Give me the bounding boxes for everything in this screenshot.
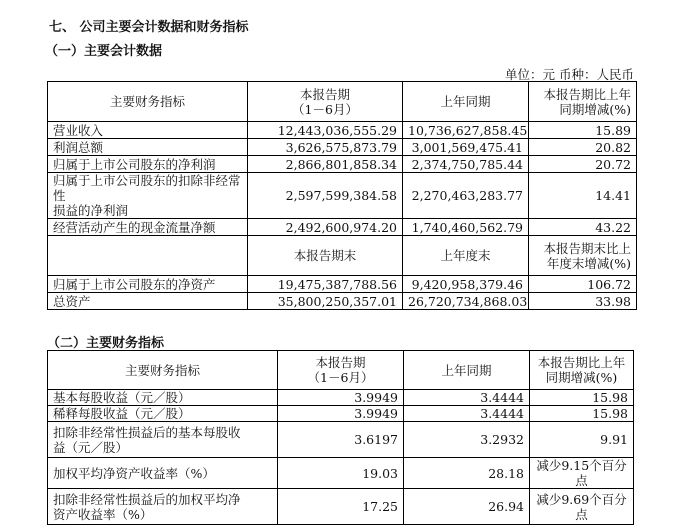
header-current-period bbox=[248, 82, 403, 122]
header-change bbox=[530, 351, 634, 390]
row-current: 19,475,387,788.56 bbox=[248, 276, 403, 293]
row-item bbox=[48, 173, 248, 219]
accounting-data-table bbox=[47, 81, 637, 310]
table-row bbox=[48, 156, 637, 173]
header-current-line2: （1－6月） bbox=[307, 370, 374, 385]
row-prior: 28.18 bbox=[404, 458, 530, 489]
row-item-line2: 损益的净利润 bbox=[53, 203, 129, 218]
row-change: 减少9.69个百分点 bbox=[530, 489, 634, 525]
header-item: 主要财务指标 bbox=[48, 82, 248, 122]
row-prior: 1,740,460,562.79 bbox=[403, 219, 529, 236]
subsection-title-accounting-data: （一）主要会计数据 bbox=[45, 44, 163, 59]
row-current: 19.03 bbox=[278, 458, 404, 489]
header-current-line1: 本报告期 bbox=[299, 86, 350, 102]
row-item bbox=[48, 422, 278, 458]
table-row bbox=[48, 458, 634, 489]
row-item-line2: 益（元／股） bbox=[53, 439, 129, 455]
row-prior: 2,374,750,785.44 bbox=[403, 156, 529, 173]
table-row bbox=[48, 293, 637, 310]
header-empty bbox=[48, 236, 248, 276]
row-current: 17.25 bbox=[278, 489, 404, 525]
row-current: 2,492,600,974.20 bbox=[248, 219, 403, 236]
header-change bbox=[529, 82, 637, 122]
row-current: 3,626,575,873.79 bbox=[248, 139, 403, 156]
row-prior: 26,720,734,868.03 bbox=[403, 293, 529, 310]
header-change-end-line2: 年度末增减(%) bbox=[546, 255, 631, 271]
row-change: 20.72 bbox=[529, 156, 637, 173]
table-row bbox=[48, 219, 637, 236]
header-prior-period: 上年同期 bbox=[404, 351, 530, 390]
row-change: 15.89 bbox=[529, 122, 637, 139]
header-current-line1: 本报告期 bbox=[315, 355, 366, 370]
row-prior: 3.4444 bbox=[404, 390, 530, 406]
row-current: 2,866,801,858.34 bbox=[248, 156, 403, 173]
row-current: 12,443,036,555.29 bbox=[248, 122, 403, 139]
header-change-line1: 本报告期比上年 bbox=[537, 355, 626, 370]
row-change: 43.22 bbox=[529, 219, 637, 236]
row-item-line1: 归属于上市公司股东的扣除非经常性 bbox=[53, 173, 241, 203]
row-change: 14.41 bbox=[529, 173, 637, 219]
section-title: 七、 公司主要会计数据和财务指标 bbox=[49, 20, 249, 35]
row-change: 9.91 bbox=[530, 422, 634, 458]
row-change: 106.72 bbox=[529, 276, 637, 293]
table-row bbox=[48, 422, 634, 458]
row-item: 利润总额 bbox=[48, 139, 248, 156]
row-change: 15.98 bbox=[530, 406, 634, 422]
unit-currency-note: 单位：元 币种：人民币 bbox=[505, 67, 634, 82]
header-period-end: 本报告期末 bbox=[248, 236, 403, 276]
header-change-line2: 同期增减(%) bbox=[545, 370, 618, 385]
row-prior: 3,001,569,475.41 bbox=[403, 139, 529, 156]
table-row bbox=[48, 139, 637, 156]
row-item-line1: 扣除非经常性损益后的基本每股收 bbox=[53, 424, 241, 440]
row-change: 20.82 bbox=[529, 139, 637, 156]
row-item: 基本每股收益（元／股） bbox=[48, 390, 278, 406]
row-prior: 9,420,958,379.46 bbox=[403, 276, 529, 293]
row-item: 稀释每股收益（元／股） bbox=[48, 406, 278, 422]
row-current: 3.6197 bbox=[278, 422, 404, 458]
header-change-end-line1: 本报告期末比上 bbox=[543, 240, 631, 256]
row-prior: 26.94 bbox=[404, 489, 530, 525]
table-header-row bbox=[48, 82, 637, 122]
row-current: 3.9949 bbox=[278, 406, 404, 422]
header-prior-period: 上年同期 bbox=[403, 82, 529, 122]
header-current-line2: （1－6月） bbox=[292, 101, 358, 117]
table-header-row bbox=[48, 351, 634, 390]
row-change: 减少9.15个百分点 bbox=[530, 458, 634, 489]
financial-indicators-table bbox=[47, 350, 634, 525]
header-current-period bbox=[278, 351, 404, 390]
table-header-row bbox=[48, 236, 637, 276]
table-row bbox=[48, 122, 637, 139]
row-change: 33.98 bbox=[529, 293, 637, 310]
header-change-line2: 同期增减(%) bbox=[559, 101, 631, 117]
row-current: 3.9949 bbox=[278, 390, 404, 406]
row-item: 营业收入 bbox=[48, 122, 248, 139]
row-item: 归属于上市公司股东的净资产 bbox=[48, 276, 248, 293]
row-item: 总资产 bbox=[48, 293, 248, 310]
row-item: 加权平均净资产收益率（%） bbox=[48, 458, 278, 489]
row-item bbox=[48, 489, 278, 525]
table-row bbox=[48, 489, 634, 525]
row-change: 15.98 bbox=[530, 390, 634, 406]
table-row bbox=[48, 406, 634, 422]
row-item: 经营活动产生的现金流量净额 bbox=[48, 219, 248, 236]
row-current: 35,800,250,357.01 bbox=[248, 293, 403, 310]
header-item: 主要财务指标 bbox=[48, 351, 278, 390]
row-item-line1: 扣除非经常性损益后的加权平均净 bbox=[53, 491, 241, 507]
table-row bbox=[48, 390, 634, 406]
row-current: 2,597,599,384.58 bbox=[248, 173, 403, 219]
subsection-title-financial-indicators: （二）主要财务指标 bbox=[47, 336, 165, 351]
row-item: 归属于上市公司股东的净利润 bbox=[48, 156, 248, 173]
header-prior-year-end: 上年度末 bbox=[403, 236, 529, 276]
row-item-line2: 资产收益率（%） bbox=[53, 506, 153, 522]
row-prior: 3.2932 bbox=[404, 422, 530, 458]
table-row bbox=[48, 173, 637, 219]
header-change-end bbox=[529, 236, 637, 276]
row-prior: 10,736,627,858.45 bbox=[403, 122, 529, 139]
header-change-line1: 本报告期比上年 bbox=[543, 86, 631, 102]
row-prior: 3.4444 bbox=[404, 406, 530, 422]
table-row bbox=[48, 276, 637, 293]
row-prior: 2,270,463,283.77 bbox=[403, 173, 529, 219]
